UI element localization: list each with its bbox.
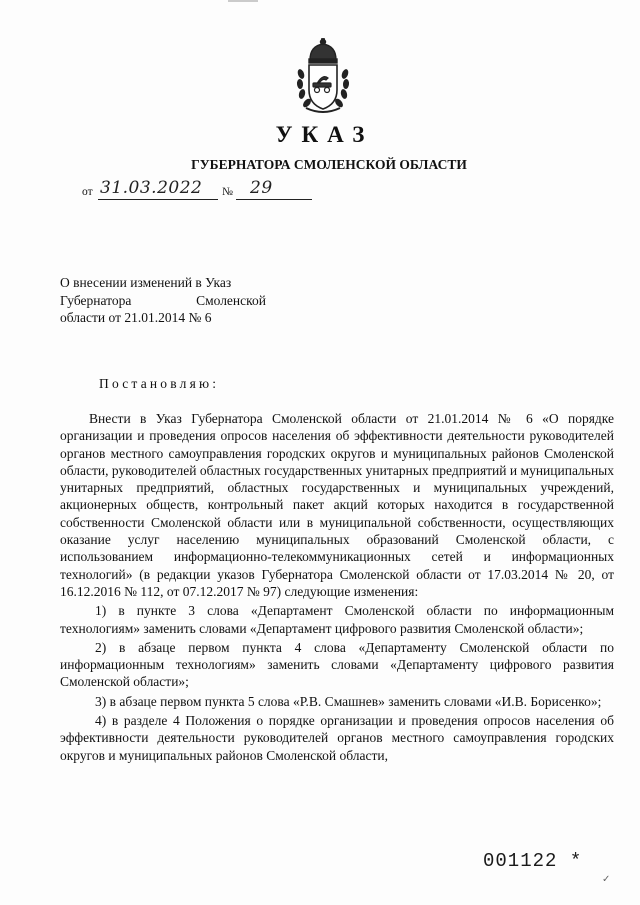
date-label: от (82, 186, 93, 198)
list-item: 4) в разделе 4 Положения о порядке организации и проведения опросов населения об эффективности деятельности руководителей органов местного самоуправления городских округов и муниципальных районов Смоленской области, (60, 713, 614, 763)
intro-paragraph: Внести в Указ Губернатора Смоленской области от 21.01.2014 № 6 «О порядке организации и проведения опросов населения об эффективности деятельности руководителей органов местного самоуправления городских округов и муниципальных районов Смоленской области, руководителей областных государственных унитарных предприятий и муниципальных унитарных предприятий, областных государственных и муниципальных учреждений, акционерных обществ, контрольный пакет акций которых находится в государственной собственности Смоленской области или в муниципальной собственности, осуществляющих оказание услуг населению муниципальных образований Смоленской области, с использованием информационно-телекоммуникационных сетей и информационных технологий» (в редакции указов Губернатора Смоленской области от 17.03.2014 № 20, от 16.12.2016 № 112, от 07.12.2017 № 97) следующие изменения: (60, 411, 614, 599)
list-item: 2) в абзаце первом пункта 4 слова «Департаменту Смоленской области по информационным технологиям» заменить словами «Департаменту цифрового развития Смоленской области»; (60, 639, 614, 690)
number-underline (236, 199, 312, 200)
decree-word: Постановляю: (99, 376, 220, 391)
document-title: УКАЗ (275, 122, 374, 147)
handwritten-date: 31.03.2022 (100, 178, 203, 198)
subject-line-2-end: Смоленской (196, 292, 266, 308)
coat-of-arms-emblem (296, 38, 350, 116)
document-body (60, 410, 614, 764)
document-subject (60, 274, 266, 327)
scan-edge-mark (228, 0, 258, 2)
subject-line-3: области от 21.01.2014 № 6 (60, 310, 212, 325)
subject-line-2-start: Губернатора (60, 292, 132, 308)
date-underline (98, 199, 218, 200)
list-item: 3) в абзаце первом пункта 5 слова «Р.В. Смашнев» заменить словами «И.В. Борисенко»; (95, 693, 602, 709)
corner-mark: ✓ (602, 874, 611, 885)
list-item: 1) в пункте 3 слова «Департамент Смоленской области по информационным технологиям» заменить словами «Департамент цифрового развития Смоленской области»; (60, 603, 614, 636)
serial-number: 001122 * (483, 850, 583, 872)
number-label: № (222, 186, 233, 198)
issuing-authority: ГУБЕРНАТОРА СМОЛЕНСКОЙ ОБЛАСТИ (191, 157, 467, 172)
subject-line-2 (60, 292, 266, 310)
subject-line-1: О внесении изменений в Указ (60, 275, 232, 290)
handwritten-number: 29 (250, 178, 273, 198)
